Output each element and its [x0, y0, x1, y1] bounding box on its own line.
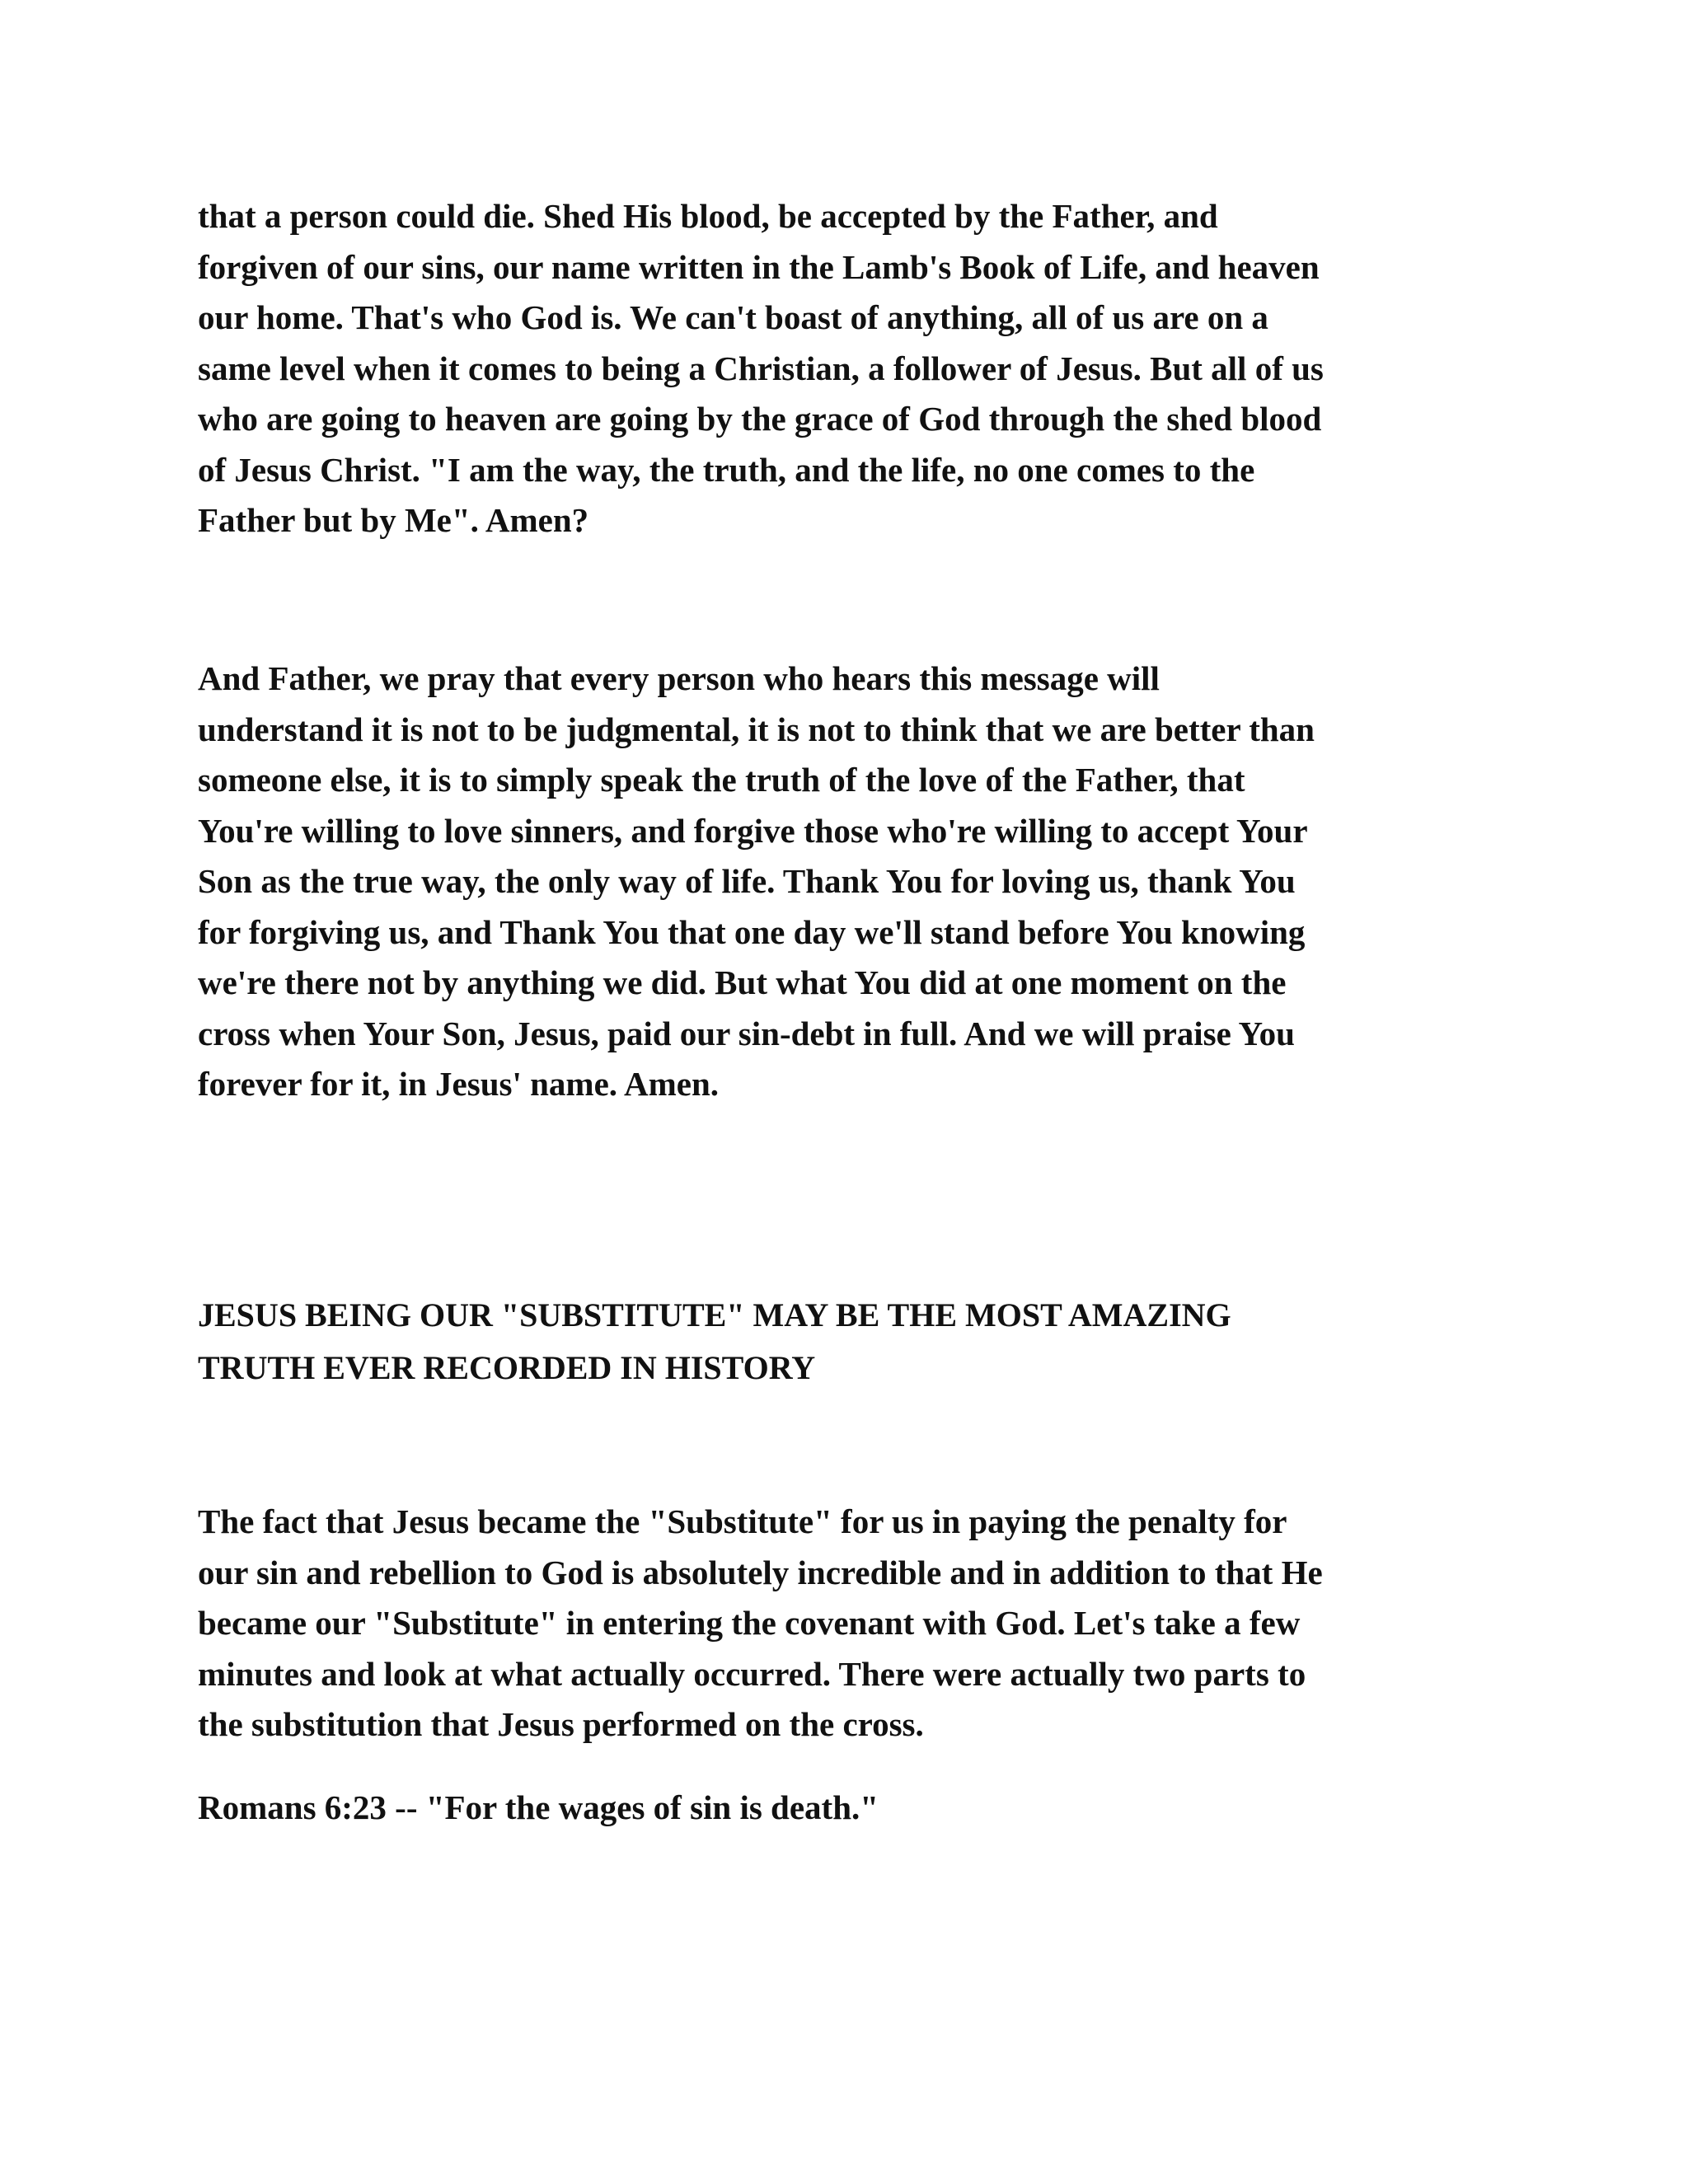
text-line: You're willing to love sinners, and forgive those who're willing to accept Your — [198, 811, 1308, 850]
text-line: our sin and rebellion to God is absolutely incredible and in addition to that He — [198, 1553, 1323, 1591]
text-line: of Jesus Christ. "I am the way, the truth, and the life, no one comes to the — [198, 450, 1255, 489]
text-line: became our "Substitute" in entering the covenant with God. Let's take a few — [198, 1604, 1301, 1642]
section-heading — [198, 1289, 1517, 1394]
text-line: forgiven of our sins, our name written in the Lamb's Book of Life, and heaven — [198, 247, 1320, 286]
heading-line: TRUTH EVER RECORDED IN HISTORY — [198, 1349, 816, 1386]
text-line: the substitution that Jesus performed on the cross. — [198, 1705, 924, 1743]
paragraph-3 — [198, 1497, 1517, 1750]
text-line: who are going to heaven are going by the grace of God through the shed blood — [198, 400, 1322, 438]
text-line: we're there not by anything we did. But what You did at one moment on the — [198, 963, 1287, 1001]
text-line: Father but by Me". Amen? — [198, 501, 589, 539]
text-line: our home. That's who God is. We can't boast of anything, all of us are on a — [198, 298, 1268, 336]
text-line: that a person could die. Shed His blood, be accepted by the Father, and — [198, 197, 1218, 235]
text-line: forever for it, in Jesus' name. Amen. — [198, 1065, 720, 1103]
scripture-verse — [198, 1783, 1517, 1834]
text-line: The fact that Jesus became the "Substitute" for us in paying the penalty for — [198, 1502, 1287, 1540]
text-line: Son as the true way, the only way of life. Thank You for loving us, thank You — [198, 862, 1296, 900]
text-line: minutes and look at what actually occurred. There were actually two parts to — [198, 1654, 1306, 1693]
text-line: And Father, we pray that every person who hears this message will — [198, 659, 1160, 697]
text-line: cross when Your Son, Jesus, paid our sin-debt in full. And we will praise You — [198, 1014, 1295, 1052]
text-line: same level when it comes to being a Christian, a follower of Jesus. But all of us — [198, 349, 1324, 387]
text-line: for forgiving us, and Thank You that one day we'll stand before You knowing — [198, 912, 1306, 951]
verse-text: Romans 6:23 -- "For the wages of sin is death." — [198, 1788, 879, 1826]
paragraph-1 — [198, 191, 1517, 546]
paragraph-2 — [198, 654, 1517, 1110]
heading-line: JESUS BEING OUR "SUBSTITUTE" MAY BE THE MOST AMAZING — [198, 1296, 1231, 1333]
text-line: someone else, it is to simply speak the truth of the love of the Father, that — [198, 761, 1245, 799]
text-line: understand it is not to be judgmental, it is not to think that we are better than — [198, 710, 1315, 748]
